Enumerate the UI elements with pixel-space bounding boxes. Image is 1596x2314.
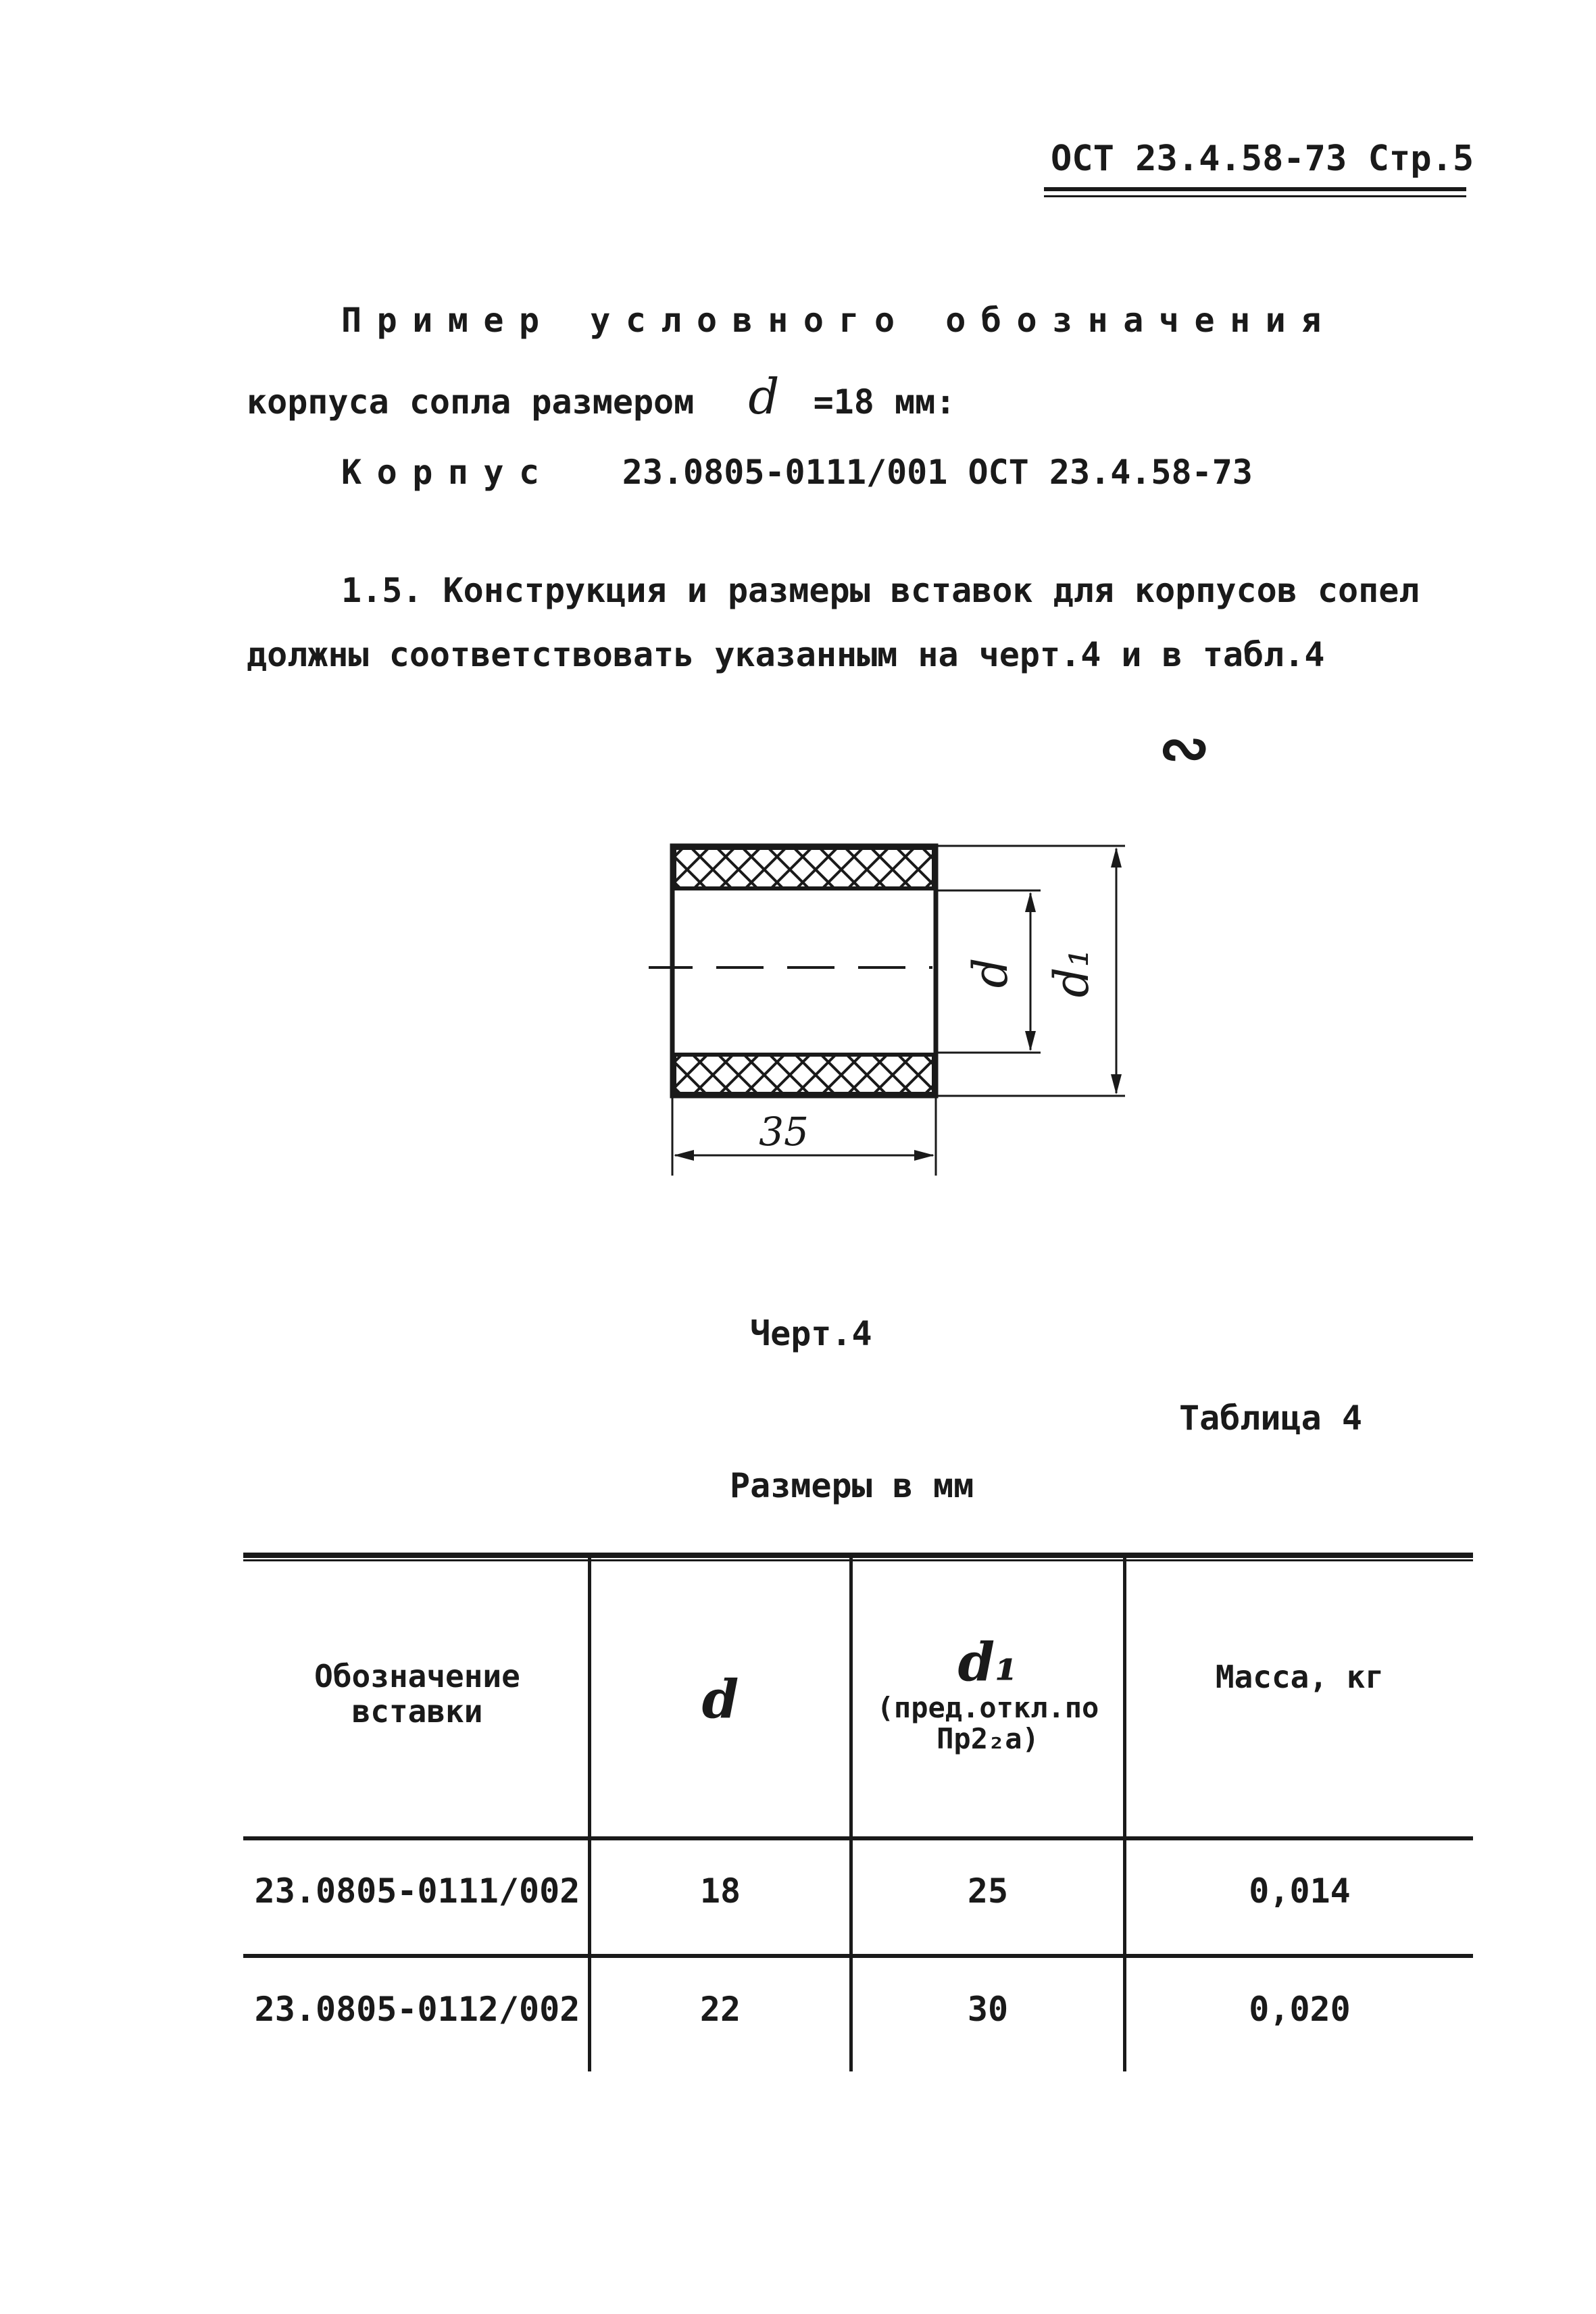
dim-label-d: d bbox=[963, 957, 1018, 988]
table-header-d1: d₁ bbox=[957, 1632, 1018, 1693]
table-units: Размеры в мм bbox=[730, 1466, 974, 1505]
table-row-rule bbox=[243, 1954, 1473, 1958]
insert-drawing bbox=[649, 831, 1149, 1189]
table-header-d1-note: (пред.откл.по Пр2₂а) bbox=[876, 1691, 1099, 1755]
dim-label-length: 35 bbox=[759, 1109, 809, 1155]
table-header-mass: Масса, кг bbox=[1215, 1659, 1385, 1695]
header-underline bbox=[1044, 187, 1466, 191]
symbol-d: d bbox=[748, 368, 780, 425]
example-heading: Пример условного обозначения bbox=[341, 301, 1337, 340]
table-cell-d1: 25 bbox=[967, 1871, 1009, 1911]
table-cell-d: 18 bbox=[699, 1871, 741, 1911]
example-line2 bbox=[247, 368, 955, 425]
designation-line bbox=[341, 453, 1253, 492]
table-cell-designation: 23.0805-0111/002 bbox=[254, 1871, 580, 1911]
table-cell-d: 22 bbox=[699, 1990, 741, 2029]
drawing-caption: Черт.4 bbox=[750, 1314, 872, 1353]
dim-label-d1: d₁ bbox=[1044, 948, 1099, 998]
roughness-mark-icon: ∾ bbox=[1159, 713, 1210, 784]
table-header-rule bbox=[243, 1836, 1473, 1840]
designation-word: Корпус bbox=[341, 453, 555, 492]
table-top-rule bbox=[243, 1553, 1473, 1558]
table-cell-d1: 30 bbox=[967, 1990, 1009, 2029]
table-cell-designation: 23.0805-0112/002 bbox=[254, 1990, 580, 2029]
table-cell-mass: 0,020 bbox=[1249, 1990, 1351, 2029]
insert-wall-bottom bbox=[674, 1055, 934, 1094]
clause-line2: должны соответствовать указанным на черт.4 и в табл.4 bbox=[247, 635, 1325, 674]
example-line2-prefix: корпуса сопла размером bbox=[247, 382, 695, 422]
designation-value: 23.0805-0111/001 ОСТ 23.4.58-73 bbox=[622, 453, 1253, 492]
table-title: Таблица 4 bbox=[1179, 1399, 1362, 1438]
table-cell-mass: 0,014 bbox=[1249, 1871, 1351, 1911]
table-header-d: d bbox=[701, 1669, 739, 1730]
example-line2-suffix: =18 мм: bbox=[813, 382, 956, 422]
header-underline-thin bbox=[1044, 195, 1466, 197]
clause-line1: 1.5. Конструкция и размеры вставок для корпусов сопел bbox=[341, 571, 1420, 610]
insert-wall-top bbox=[674, 848, 934, 888]
document-header: ОСТ 23.4.58-73 Стр.5 bbox=[1051, 139, 1474, 179]
table-header-designation: Обозначение вставки bbox=[314, 1658, 520, 1730]
